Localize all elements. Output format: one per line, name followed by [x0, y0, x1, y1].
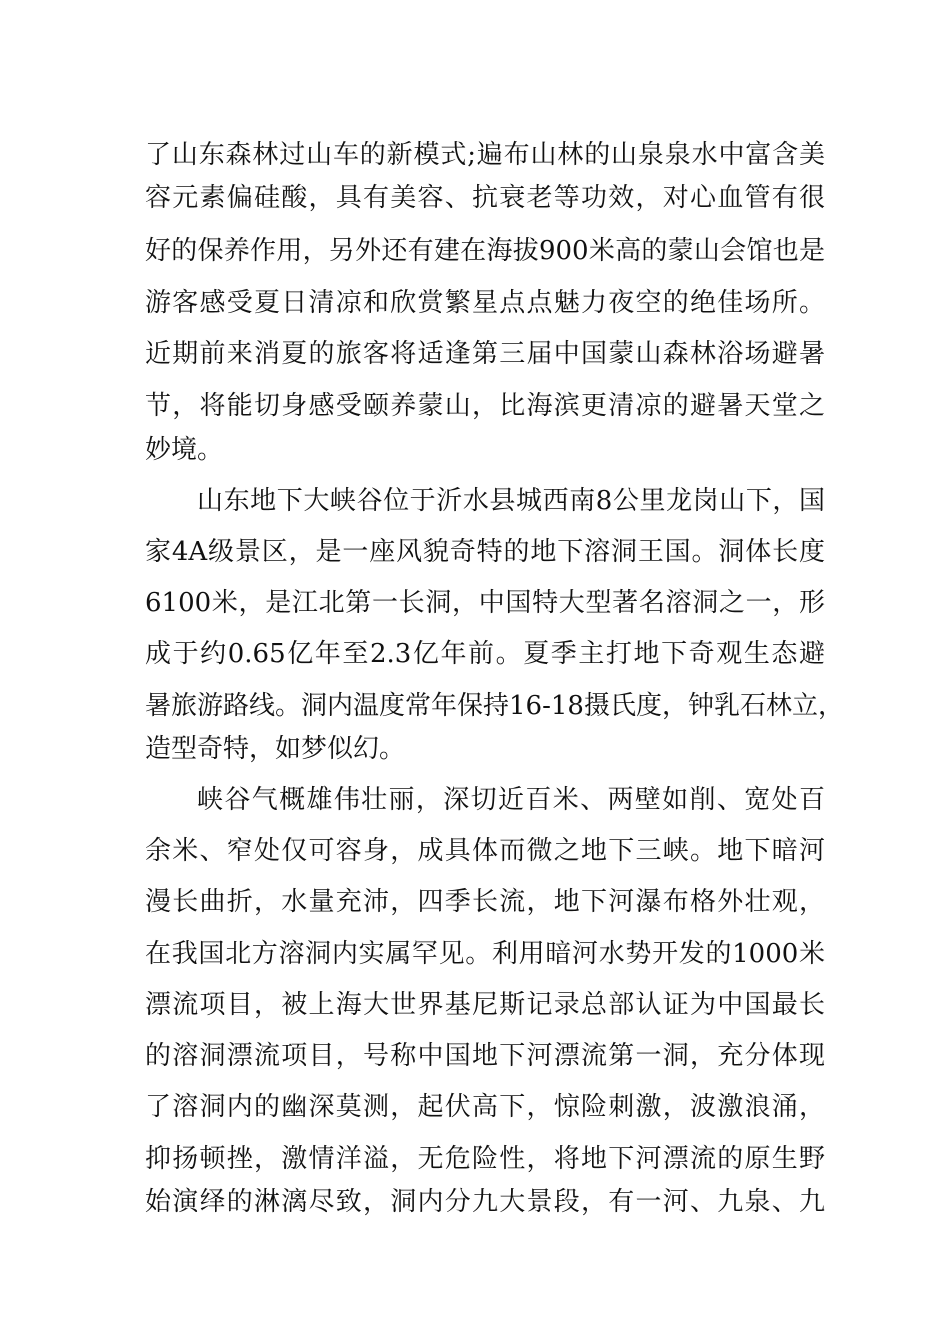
text-line: 暑旅游路线。洞内温度常年保持16-18摄氏度，钟乳石林立，: [145, 691, 844, 721]
paragraph-first-line: 峡谷气概雄伟壮丽，深切近百米、两壁如削、宽处百: [197, 785, 825, 815]
text-line: 抑扬顿挫，激情洋溢，无危险性，将地下河漂流的原生野: [145, 1144, 825, 1174]
text-line: 妙境。: [145, 435, 224, 465]
text-line: 家4A级景区，是一座风貌奇特的地下溶洞王国。洞体长度: [145, 537, 825, 567]
text-line: 好的保养作用，另外还有建在海拔900米高的蒙山会馆也是: [145, 236, 825, 266]
text-line: 造型奇特，如梦似幻。: [145, 734, 406, 764]
text-line: 6100米，是江北第一长洞，中国特大型著名溶洞之一，形: [145, 588, 825, 618]
text-line: 近期前来消夏的旅客将适逢第三届中国蒙山森林浴场避暑: [145, 339, 825, 369]
paragraph-first-line: 山东地下大峡谷位于沂水县城西南8公里龙岗山下，国: [197, 486, 825, 516]
text-line: 游客感受夏日清凉和欣赏繁星点点魅力夜空的绝佳场所。: [145, 288, 825, 318]
text-line: 在我国北方溶洞内实属罕见。利用暗河水势开发的1000米: [145, 939, 825, 969]
text-line: 了山东森林过山车的新模式;遍布山林的山泉泉水中富含美: [145, 140, 825, 170]
text-line: 成于约0.65亿年至2.3亿年前。夏季主打地下奇观生态避: [145, 639, 825, 669]
text-line: 了溶洞内的幽深莫测，起伏高下，惊险刺激，波激浪涌，: [145, 1092, 825, 1122]
text-line: 漫长曲折，水量充沛，四季长流，地下河瀑布格外壮观，: [145, 887, 825, 917]
text-line: 始演绎的淋漓尽致，洞内分九大景段，有一河、九泉、九: [145, 1187, 825, 1217]
text-line: 节，将能切身感受颐养蒙山，比海滨更清凉的避暑天堂之: [145, 391, 825, 421]
text-line: 漂流项目，被上海大世界基尼斯记录总部认证为中国最长: [145, 990, 825, 1020]
text-line: 容元素偏硅酸，具有美容、抗衰老等功效，对心血管有很: [145, 183, 825, 213]
text-line: 的溶洞漂流项目，号称中国地下河漂流第一洞，充分体现: [145, 1041, 825, 1071]
text-line: 余米、窄处仅可容身，成具体而微之地下三峡。地下暗河: [145, 836, 825, 866]
